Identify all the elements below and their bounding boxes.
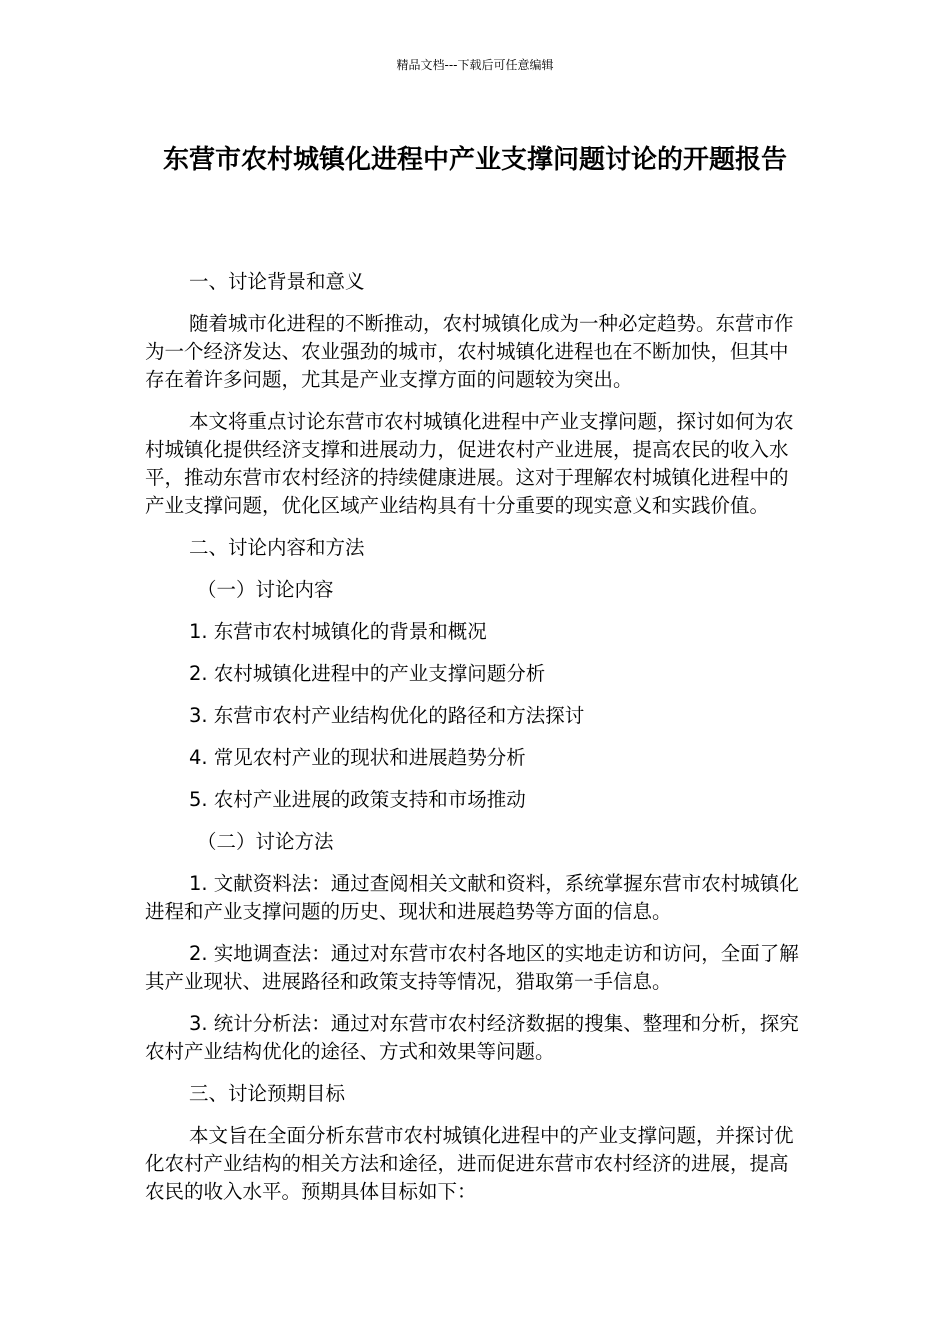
content-subheading: （一）讨论内容 [197, 578, 334, 601]
method-subheading: （二）讨论方法 [197, 830, 334, 853]
section-3-paragraph-1: 本文旨在全面分析东营市农村城镇化进程中的产业支撑问题，并探讨优化农村产业结构的相关方法和途径，进而促进东营市农村经济的进展，提高农民的收入水平。预期具体目标如下： [145, 1124, 794, 1203]
method-item: 2. 实地调查法：通过对东营市农村各地区的实地走访和访问，全面了解其产业现状、进展路径和政策支持等情况，猎取第一手信息。 [145, 942, 799, 993]
document-title: 东营市农村城镇化进程中产业支撑问题讨论的开题报告 [162, 145, 787, 175]
section-3-heading: 三、讨论预期目标 [189, 1082, 346, 1105]
section-1-heading: 一、讨论背景和意义 [189, 270, 365, 293]
section-2-heading: 二、讨论内容和方法 [189, 536, 365, 559]
page-header: 精品文档---下载后可任意编辑 [396, 58, 554, 72]
content-item: 5. 农村产业进展的政策支持和市场推动 [189, 788, 526, 811]
method-item: 1. 文献资料法：通过查阅相关文献和资料，系统掌握东营市农村城镇化进程和产业支撑问题的历史、现状和进展趋势等方面的信息。 [145, 872, 799, 923]
content-item: 4. 常见农村产业的现状和进展趋势分析 [189, 746, 526, 769]
document-body [145, 268, 805, 1220]
method-item: 3. 统计分析法：通过对东营市农村经济数据的搜集、整理和分析，探究农村产业结构优化的途径、方式和效果等问题。 [145, 1012, 799, 1063]
section-1-paragraph-2: 本文将重点讨论东营市农村城镇化进程中产业支撑问题，探讨如何为农村城镇化提供经济支撑和进展动力，促进农村产业进展，提高农民的收入水平，推动东营市农村经济的持续健康进展。这对于理解农村城镇化进程中的产业支撑问题，优化区域产业结构具有十分重要的现实意义和实践价值。 [145, 410, 794, 517]
content-item: 2. 农村城镇化进程中的产业支撑问题分析 [189, 662, 546, 685]
content-item: 1. 东营市农村城镇化的背景和概况 [189, 620, 487, 643]
section-1-paragraph-1: 随着城市化进程的不断推动，农村城镇化成为一种必定趋势。东营市作为一个经济发达、农业强劲的城市，农村城镇化进程也在不断加快，但其中存在着许多问题，尤其是产业支撑方面的问题较为突出。 [145, 312, 794, 391]
content-item: 3. 东营市农村产业结构优化的路径和方法探讨 [189, 704, 585, 727]
